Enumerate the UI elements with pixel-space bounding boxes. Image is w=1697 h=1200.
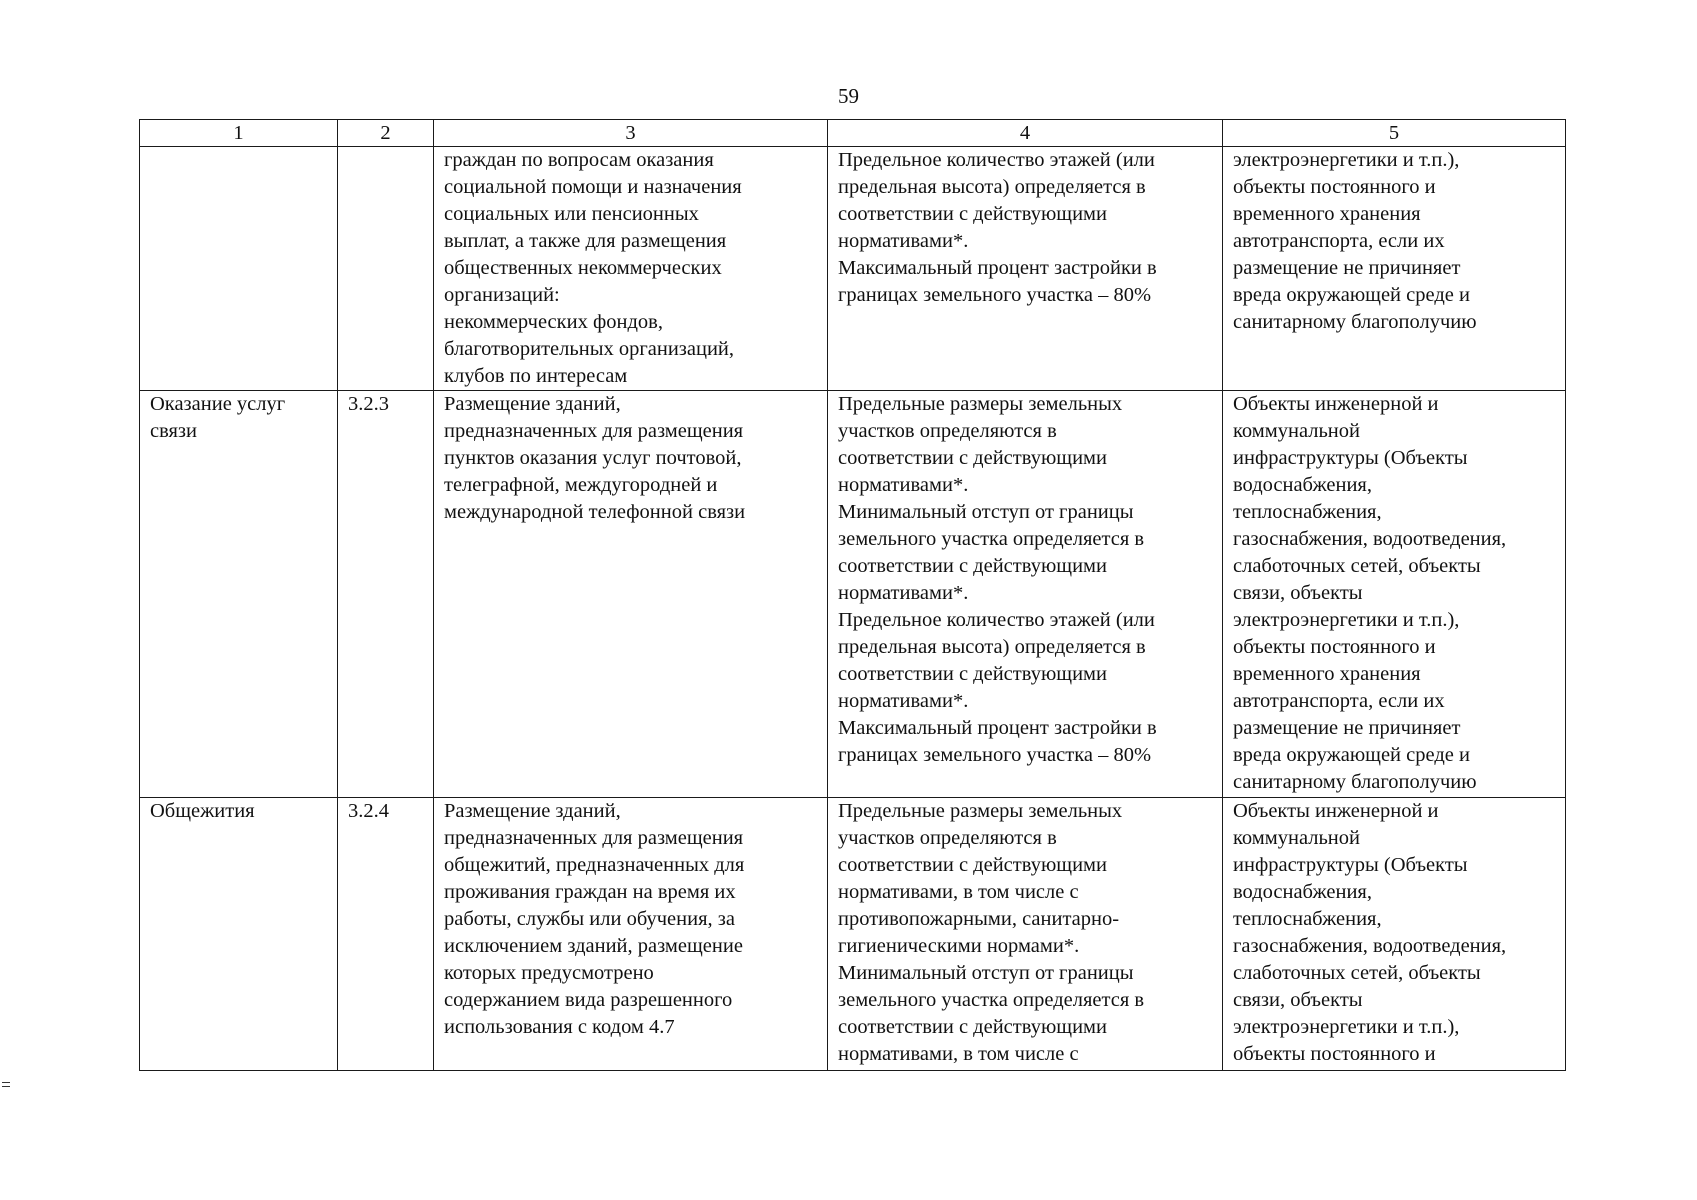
parameters-cell <box>828 798 1223 1071</box>
use-code-text: 3.2.3 <box>348 393 389 415</box>
use-description-cell <box>434 391 828 798</box>
use-code-cell <box>338 798 434 1071</box>
auxiliary-uses-cell <box>1223 147 1566 391</box>
table-row <box>140 391 1566 798</box>
scan-artifact-mark <box>2 1082 10 1087</box>
auxiliary-uses-text: Объекты инженерной и коммунальной инфраструктуры (Объекты водоснабжения, теплоснабжения, газоснабжения, водоотведения, слаботочных сетей, объекты связи, объекты электроэнергетики и т.п.), объекты постоянного и <box>1233 800 1507 1065</box>
header-col-4: 4 <box>828 120 1223 147</box>
use-description-text: граждан по вопросам оказания социальной помощи и назначения социальных или пенсионных выплат, а также для размещения общественных некоммерческих организаций: некоммерческих фондов, благотворительных организаций, клубов по интересам <box>444 149 742 387</box>
page-number: 59 <box>838 84 859 108</box>
use-description-cell <box>434 147 828 391</box>
use-description-text: Размещение зданий, предназначенных для размещения пунктов оказания услуг почтовой, телеграфной, междугородней и международной телефонной связи <box>444 393 746 523</box>
header-col-2: 2 <box>338 120 434 147</box>
use-name-text: Оказание услуг связи <box>150 393 286 442</box>
header-col-1: 1 <box>140 120 338 147</box>
auxiliary-uses-text: электроэнергетики и т.п.), объекты постоянного и временного хранения автотранспорта, если их размещение не причиняет вреда окружающей среде и санитарному благополучию <box>1233 149 1477 333</box>
use-code-text: 3.2.4 <box>348 800 389 822</box>
auxiliary-uses-cell <box>1223 798 1566 1071</box>
auxiliary-uses-cell <box>1223 391 1566 798</box>
auxiliary-uses-text: Объекты инженерной и коммунальной инфраструктуры (Объекты водоснабжения, теплоснабжения, газоснабжения, водоотведения, слаботочных сетей, объекты связи, объекты электроэнергетики и т.п.), объекты постоянного и временного хранения автотранспорта, если их размещение не причиняет вреда окружающей среде и санитарному благополучию <box>1233 393 1507 793</box>
use-description-text: Размещение зданий, предназначенных для размещения общежитий, предназначенных для проживания граждан на время их работы, службы или обучения, за исключением зданий, размещение которых предусмотрено содержанием вида разрешенного использования с кодом 4.7 <box>444 800 745 1038</box>
table-header-row <box>140 120 1566 147</box>
use-code-cell <box>338 391 434 798</box>
zoning-table <box>139 119 1566 1071</box>
use-description-cell <box>434 798 828 1071</box>
use-name-cell <box>140 147 338 391</box>
use-name-cell <box>140 391 338 798</box>
table-row <box>140 798 1566 1071</box>
parameters-text: Предельные размеры земельных участков определяются в соответствии с действующими нормативами, в том числе с противопожарными, санитарно- гигиеническими нормами*. Минимальный отступ от границы земельного участка определяется в соответствии с действующими нормативами, в том числе с <box>838 800 1145 1065</box>
use-name-text: Общежития <box>150 800 255 822</box>
parameters-cell <box>828 391 1223 798</box>
parameters-text: Предельные размеры земельных участков определяются в соответствии с действующими нормативами*. Минимальный отступ от границы земельного участка определяется в соответствии с действующими нормативами*. Предельное количество этажей (или предельная высота) определяется в соответствии с действующими нормативами*. Максимальный процент застройки в границах земельного участка – 80% <box>838 393 1157 766</box>
header-col-5: 5 <box>1223 120 1566 147</box>
use-code-cell <box>338 147 434 391</box>
parameters-text: Предельное количество этажей (или предельная высота) определяется в соответствии с действующими нормативами*. Максимальный процент застройки в границах земельного участка – 80% <box>838 149 1157 306</box>
table-row <box>140 147 1566 391</box>
parameters-cell <box>828 147 1223 391</box>
header-col-3: 3 <box>434 120 828 147</box>
use-name-cell <box>140 798 338 1071</box>
